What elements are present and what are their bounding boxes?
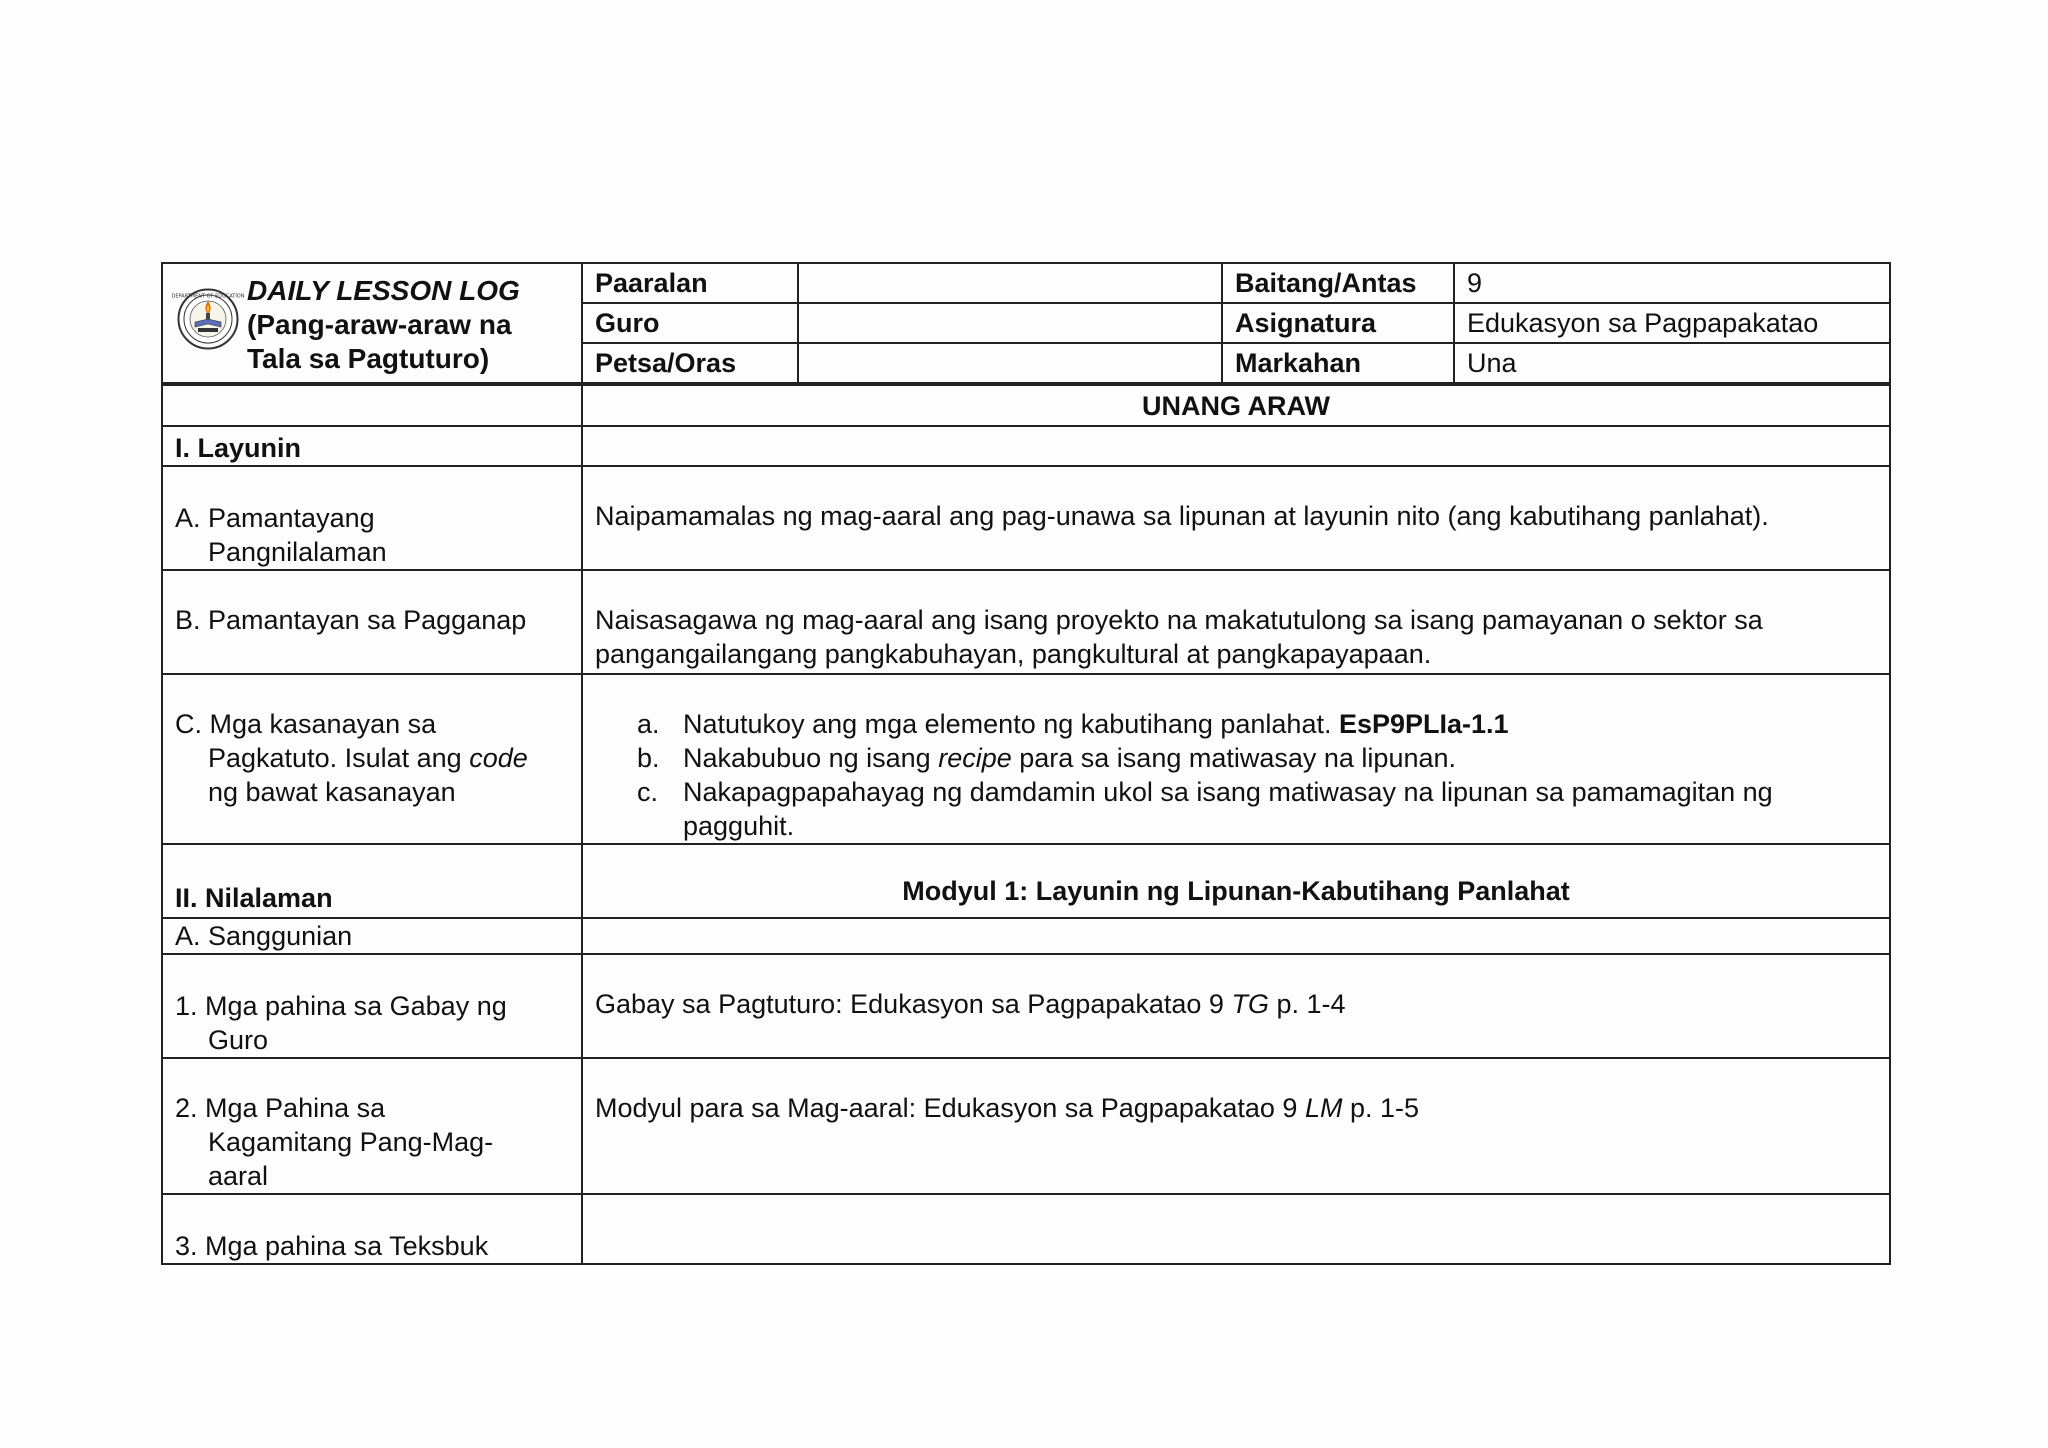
competency-item [595, 741, 1877, 775]
label-petsa-oras: Petsa/Oras [582, 343, 798, 383]
label-guro: Guro [582, 303, 798, 343]
svg-text:DEPARTMENT OF EDUCATION: DEPARTMENT OF EDUCATION [171, 293, 245, 300]
text-pamantayang-pangnilalaman: Naipamamalas ng mag-aaral ang pag-unawa sa lipunan at layunin nito (ang kabutihang panlahat). [582, 466, 1890, 570]
day-title-row [162, 384, 1890, 426]
header-logo-cell [162, 263, 582, 383]
label-gabay-guro [162, 954, 582, 1058]
field-petsa-oras[interactable] [798, 343, 1222, 383]
section-label-sanggunian: A. Sanggunian [162, 918, 582, 954]
label-baitang: Baitang/Antas [1222, 263, 1454, 303]
ref-text: p. 1-4 [1268, 989, 1346, 1019]
label-teksbuk: 3. Mga pahina sa Teksbuk [162, 1194, 582, 1264]
label-line: Guro [208, 1025, 269, 1055]
day-title: UNANG ARAW [582, 384, 1890, 426]
competency-text-part: para sa isang matiwasay na lipunan. [1011, 743, 1457, 773]
text-kagamitang-mag-aaral [582, 1058, 1890, 1194]
empty-cell [162, 384, 582, 426]
pamantayan-pagganap-row [162, 570, 1890, 674]
label-text: Pagkatuto. Isulat ang [208, 743, 470, 773]
competency-text: Nakapagpapahayag ng damdamin ukol sa isang matiwasay na lipunan sa pamamagitan ng pagguhit. [683, 777, 1773, 841]
kasanayan-row [162, 674, 1890, 844]
list-marker: a. [637, 709, 660, 739]
dll-title-line3: Tala sa Pagtuturo) [247, 343, 490, 374]
label-paaralan: Paaralan [582, 263, 798, 303]
label-line: 1. Mga pahina sa Gabay ng [175, 991, 507, 1021]
label-pamantayan-pagganap: B. Pamantayan sa Pagganap [162, 570, 582, 674]
competency-em: recipe [938, 743, 1012, 773]
field-guro[interactable] [798, 303, 1222, 343]
dll-title-line2: (Pang-araw-araw na [247, 309, 512, 340]
lesson-table [161, 382, 1891, 1265]
ref-em: TG [1231, 989, 1269, 1019]
label-line: Kagamitang Pang-Mag- [208, 1127, 494, 1157]
sanggunian-row [162, 918, 1890, 954]
pamantayang-pangnilalaman-row [162, 466, 1890, 570]
text-gabay-guro [582, 954, 1890, 1058]
empty-cell [582, 1194, 1890, 1264]
label-line [175, 741, 569, 775]
label-line: 2. Mga Pahina sa [175, 1093, 386, 1123]
gabay-guro-row [162, 954, 1890, 1058]
competency-text [683, 741, 1456, 775]
list-marker: c. [637, 777, 659, 807]
label-line: C. Mga kasanayan sa [175, 709, 437, 739]
kagamitang-mag-aaral-row [162, 1058, 1890, 1194]
competency-text [683, 707, 1509, 741]
empty-cell [582, 426, 1890, 466]
ref-text: p. 1-5 [1342, 1093, 1419, 1123]
layunin-row [162, 426, 1890, 466]
dll-title-line1: DAILY LESSON LOG [247, 275, 520, 306]
competency-list [595, 707, 1877, 843]
competency-list-cell [582, 674, 1890, 844]
label-kasanayan [162, 674, 582, 844]
label-kagamitang-mag-aaral [162, 1058, 582, 1194]
competency-text-part: Natutukoy ang mga elemento ng kabutihang panlahat. [683, 709, 1339, 739]
section-label-nilalaman: II. Nilalaman [162, 844, 582, 918]
label-line: ng bawat kasanayan [208, 777, 456, 807]
ref-text: Modyul para sa Mag-aaral: Edukasyon sa Pagpapakatao 9 [595, 1093, 1305, 1123]
field-asignatura[interactable]: Edukasyon sa Pagpapakatao [1454, 303, 1890, 343]
header-table [161, 262, 1891, 384]
ref-em: LM [1304, 1093, 1343, 1123]
label-line: Pangnilalaman [208, 537, 387, 567]
teksbuk-row [162, 1194, 1890, 1264]
text-pamantayan-pagganap: Naisasagawa ng mag-aaral ang isang proyekto na makatutulong sa isang pamayanan o sektor sa pangangailangang pangkabuhayan, pangkultural at pangkapayapaan. [582, 570, 1890, 674]
list-marker: b. [637, 743, 660, 773]
nilalaman-row [162, 844, 1890, 918]
deped-seal-icon [171, 288, 245, 350]
competency-item [595, 707, 1877, 741]
lesson-log-page [161, 262, 1889, 1265]
ref-text: Gabay sa Pagtuturo: Edukasyon sa Pagpapakatao 9 [595, 989, 1232, 1019]
header-row [162, 263, 1890, 303]
label-line: A. Pamantayang [175, 503, 375, 533]
empty-cell [582, 918, 1890, 954]
label-markahan: Markahan [1222, 343, 1454, 383]
competency-text-part: Nakabubuo ng isang [683, 743, 939, 773]
field-markahan[interactable]: Una [1454, 343, 1890, 383]
section-label-layunin: I. Layunin [162, 426, 582, 466]
label-em: code [469, 743, 528, 773]
label-asignatura: Asignatura [1222, 303, 1454, 343]
module-title: Modyul 1: Layunin ng Lipunan-Kabutihang Panlahat [582, 844, 1890, 918]
competency-code: EsP9PLIa-1.1 [1338, 709, 1509, 739]
label-line: aaral [208, 1161, 269, 1191]
field-baitang[interactable]: 9 [1454, 263, 1890, 303]
competency-item [595, 775, 1877, 843]
field-paaralan[interactable] [798, 263, 1222, 303]
label-pamantayang-pangnilalaman [162, 466, 582, 570]
